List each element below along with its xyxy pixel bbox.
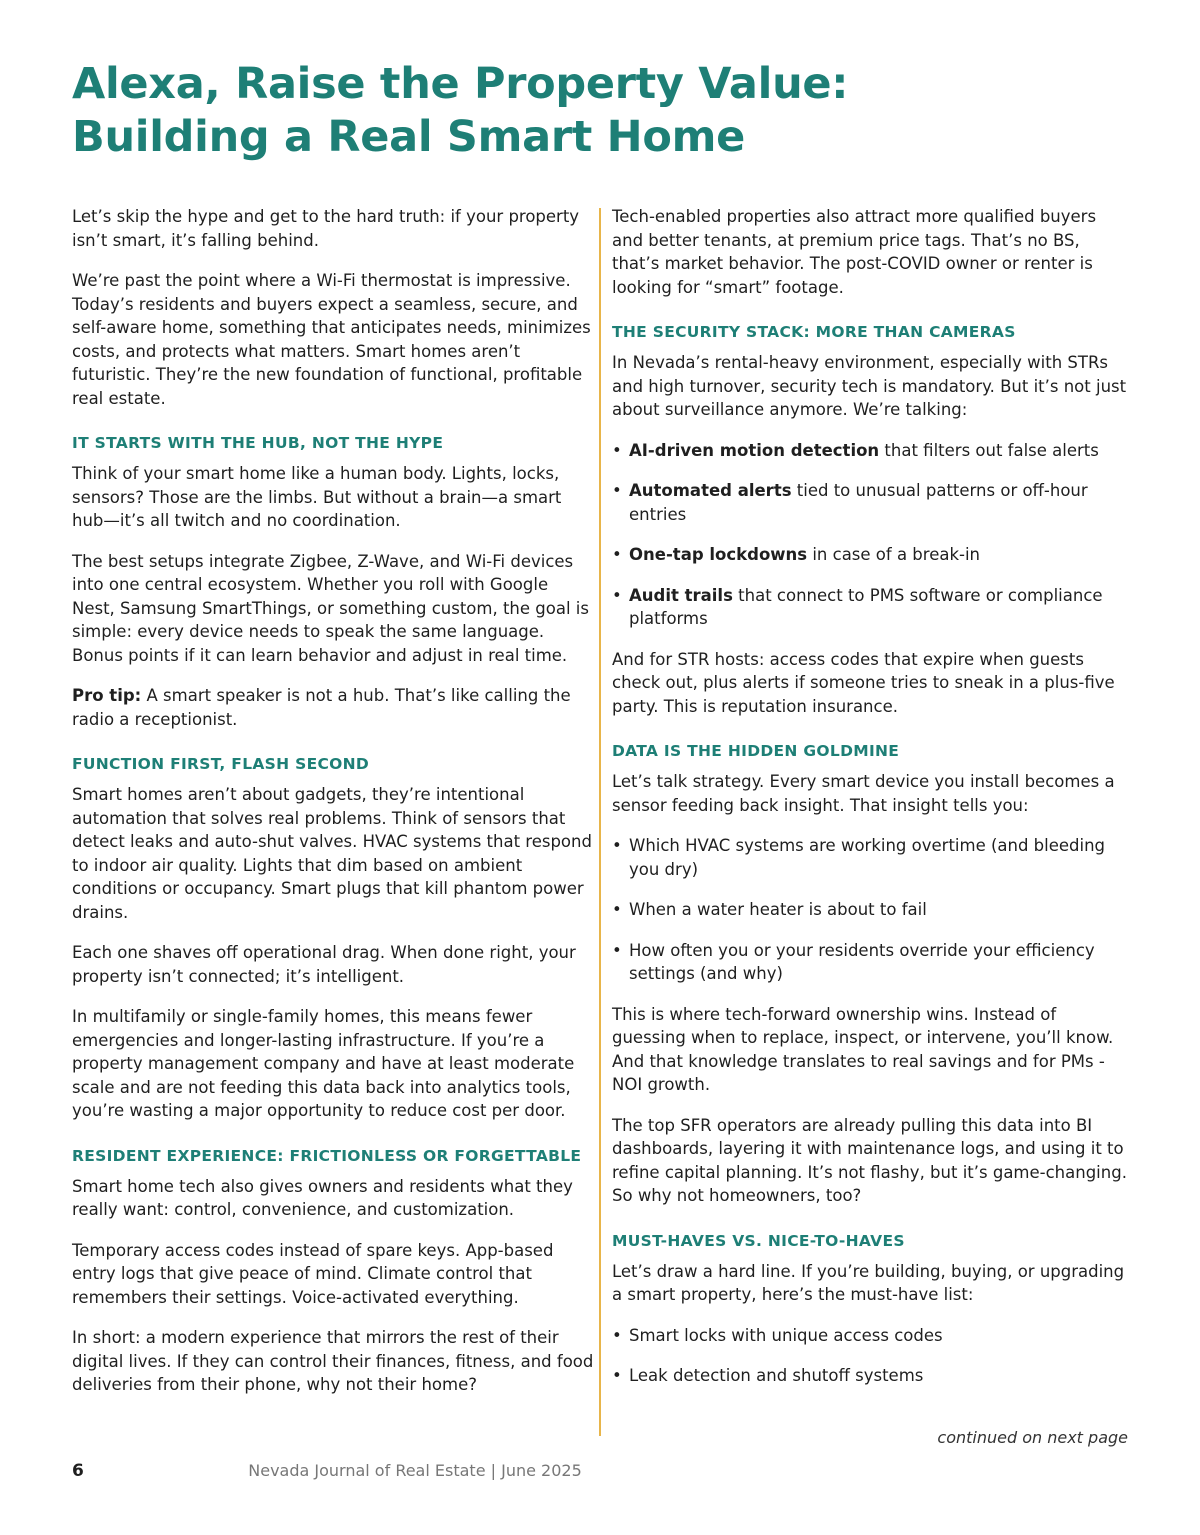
list-item <box>612 834 1132 881</box>
right-column <box>612 205 1132 1405</box>
column-divider <box>599 208 601 1436</box>
publication-footer: Nevada Journal of Real Estate | June 2025 <box>248 1461 582 1480</box>
paragraph: The top SFR operators are already pulling this data into BI dashboards, layering it with maintenance logs, and using it to refine capital planning. It’s not flashy, but it’s game-changing. So why not homeowners, too? <box>612 1115 1127 1205</box>
list-item-text: that filters out false alerts <box>879 440 1099 460</box>
bullet-icon: • <box>612 900 622 919</box>
paragraph: Let’s talk strategy. Every smart device you install becomes a sensor feeding back insight. That insight tells you: <box>612 772 1115 815</box>
list-item <box>612 939 1132 986</box>
bullet-icon: • <box>612 1325 622 1345</box>
paragraph: In Nevada’s rental-heavy environment, especially with STRs and high turnover, security tech is mandatory. But it’s not just about surveillance anymore. We’re talking: <box>612 353 1127 419</box>
section-heading: DATA IS THE HIDDEN GOLDMINE <box>612 742 900 760</box>
list-item <box>612 543 1132 567</box>
bullet-icon: • <box>612 440 622 460</box>
left-column <box>72 205 594 1414</box>
paragraph: Tech-enabled properties also attract more qualified buyers and better tenants, at premium price tags. That’s no BS, that’s market behavior. The post-COVID owner or renter is looking for “smart” footage. <box>612 207 1097 297</box>
paragraph: In multifamily or single-family homes, this means fewer emergencies and longer-lasting infrastructure. If you’re a property management company and have at least moderate scale and are not feeding this data back into analytics tools, you’re wasting a major opportunity to reduce cost per door. <box>72 1007 575 1120</box>
paragraph: And for STR hosts: access codes that expire when guests check out, plus alerts if someone tries to sneak in a plus-five party. This is reputation insurance. <box>612 649 1115 716</box>
pro-tip-text: A smart speaker is not a hub. That’s like calling the radio a receptionist. <box>72 686 571 729</box>
pro-tip-paragraph <box>72 684 594 731</box>
list-item-text: in case of a break-in <box>807 545 981 564</box>
security-list <box>612 439 1132 631</box>
list-item-bold: One-tap lockdowns <box>629 545 808 564</box>
title-line-1: Alexa, Raise the Property Value: <box>72 59 849 109</box>
list-item <box>612 1364 1132 1388</box>
section-heading: MUST-HAVES VS. NICE-TO-HAVES <box>612 1231 905 1250</box>
bullet-icon: • <box>612 545 622 564</box>
title-line-2: Building a Real Smart Home <box>72 112 745 162</box>
list-item <box>612 898 1132 922</box>
paragraph: Let’s draw a hard line. If you’re building, buying, or upgrading a smart property, here’s the must-have list: <box>612 1261 1125 1304</box>
list-item <box>612 1324 1132 1348</box>
data-insights-list <box>612 834 1132 986</box>
section-heading: FUNCTION FIRST, FLASH SECOND <box>72 755 370 773</box>
list-item <box>612 439 1132 463</box>
bullet-icon: • <box>612 585 622 605</box>
paragraph: Smart homes aren’t about gadgets, they’re intentional automation that solves real problems. Think of sensors that detect leaks and auto-shut valves. HVAC systems that respond to indoor air quality. Lights that dim based on ambient conditions or occupancy. Smart plugs that kill phantom power drains. <box>72 785 592 922</box>
list-item-text: How often you or your residents override your efficiency settings (and why) <box>629 940 1095 983</box>
list-item-bold: Audit trails <box>629 585 733 605</box>
article-title <box>72 58 848 164</box>
bullet-icon: • <box>612 836 622 855</box>
paragraph: This is where tech-forward ownership wins. Instead of guessing when to replace, inspect, or intervene, you’ll know. And that knowledge translates to real savings and for PMs - NOI growth. <box>612 1004 1114 1094</box>
bullet-icon: • <box>612 940 622 960</box>
must-have-list <box>612 1324 1132 1388</box>
page-number: 6 <box>72 1461 84 1481</box>
paragraph: Let’s skip the hype and get to the hard truth: if your property isn’t smart, it’s falling behind. <box>72 207 580 250</box>
paragraph: The best setups integrate Zigbee, Z-Wave, and Wi-Fi devices into one central ecosystem. Whether you roll with Google Nest, Samsung SmartThings, or something custom, the goal is simple: every device needs to speak the same language. Bonus points if it can learn behavior and adjust in real time. <box>72 551 589 665</box>
bullet-icon: • <box>612 1366 622 1385</box>
section-heading: IT STARTS WITH THE HUB, NOT THE HYPE <box>72 434 444 452</box>
pro-tip-label: Pro tip: <box>72 686 142 705</box>
list-item <box>612 479 1132 526</box>
list-item-text: that connect to PMS software or compliance platforms <box>629 585 1103 628</box>
list-item-text: When a water heater is about to fail <box>629 900 927 919</box>
list-item <box>612 584 1132 631</box>
paragraph: Think of your smart home like a human body. Lights, locks, sensors? Those are the limbs. But without a brain—a smart hub—it’s all twitch and no coordination. <box>72 464 562 530</box>
list-item-text: Smart locks with unique access codes <box>629 1325 943 1345</box>
section-heading: RESIDENT EXPERIENCE: FRICTIONLESS OR FORGETTABLE <box>72 1146 582 1165</box>
paragraph: Smart home tech also gives owners and residents what they really want: control, convenience, and customization. <box>72 1176 573 1219</box>
list-item-text: Leak detection and shutoff systems <box>629 1366 924 1385</box>
paragraph: In short: a modern experience that mirrors the rest of their digital lives. If they can control their finances, fitness, and food deliveries from their phone, why not their home? <box>72 1328 594 1394</box>
paragraph: Each one shaves off operational drag. When done right, your property isn’t connected; it’s intelligent. <box>72 943 576 986</box>
paragraph: We’re past the point where a Wi-Fi thermostat is impressive. Today’s residents and buyers expect a seamless, secure, and self-aware home, something that anticipates needs, minimizes costs, and protects what matters. Smart homes aren’t futuristic. They’re the new foundation of functional, profitable real estate. <box>72 271 591 408</box>
bullet-icon: • <box>612 481 622 500</box>
section-heading: THE SECURITY STACK: MORE THAN CAMERAS <box>612 323 1016 341</box>
continued-note: continued on next page <box>937 1428 1128 1447</box>
list-item-bold: AI-driven motion detection <box>629 440 880 460</box>
list-item-text: Which HVAC systems are working overtime (and bleeding you dry) <box>629 836 1106 879</box>
paragraph: Temporary access codes instead of spare keys. App-based entry logs that give peace of mind. Climate control that remembers their settings. Voice-activated everything. <box>72 1240 554 1307</box>
list-item-text: tied to unusual patterns or off-hour entries <box>629 481 1088 524</box>
list-item-bold: Automated alerts <box>629 481 792 500</box>
